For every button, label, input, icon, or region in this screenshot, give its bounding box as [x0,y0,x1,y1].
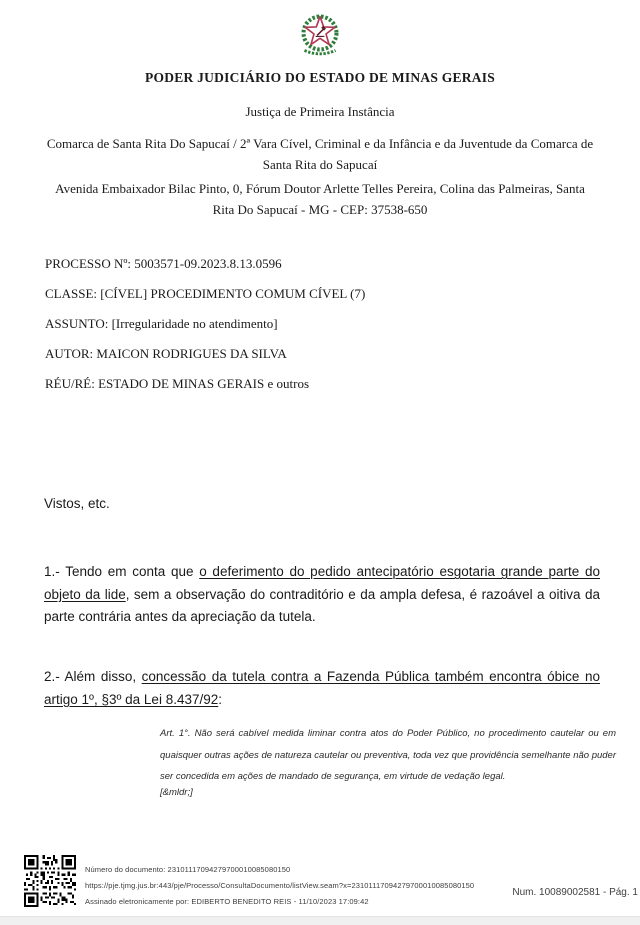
decision-paragraph-2 [44,666,600,711]
address-line-2: Rita Do Sapucaí - MG - CEP: 37538-650 [212,202,428,217]
para2-suffix: : [218,691,223,707]
signature-metadata [85,862,474,910]
minas-gerais-coat-of-arms-icon [289,8,351,60]
legal-quote: Art. 1°. Não será cabível medida liminar contra atos do Poder Público, no procedimento cautelar ou em quaisquer outras ações de natureza cautelar ou preventiva, toda vez que providência semelhante não puder ser concedida em ações de mandado de segurança, em virtude de vedação legal. [160,728,616,782]
case-subject: ASSUNTO: [Irregularidade no atendimento] [45,316,278,331]
comarca-info [0,133,640,175]
para1-prefix: 1.- Tendo em conta que [44,564,200,579]
para1-underlined-passage: o deferimento do pedido antecipatório esgotaria grande parte do objeto da lide [44,564,600,602]
court-address [0,178,640,220]
comarca-line-1: Comarca de Santa Rita Do Sapucaí / 2ª Vara Cível, Criminal e da Infância e da Juventude da Comarca de [46,136,594,151]
page-bottom-separator [0,916,640,925]
quote-ellipsis: [&mldr;] [160,787,193,798]
case-class: CLASSE: [CÍVEL] PROCEDIMENTO COMUM CÍVEL (7) [45,286,366,301]
para1-suffix: , sem a observação do contraditório e da ampla defesa, é razoável a oitiva da parte contrária antes da apreciação da tutela. [44,586,600,624]
case-author: AUTOR: MAICON RODRIGUES DA SILVA [45,346,287,361]
court-subtitle: Justiça de Primeira Instância [245,104,395,119]
document-page-ref: Num. 10089002581 - Pág. 1 [512,887,638,898]
document-number-line: Número do documento: 23101117094279700010085080150 [85,865,291,874]
para2-underlined-passage: concessão da tutela contra a Fazenda Pública também encontra óbice no artigo 1º, §3º da Lei 8.437/92 [44,669,600,707]
case-defendant: RÉU/RÉ: ESTADO DE MINAS GERAIS e outros [45,376,310,391]
comarca-line-2: Santa Rita do Sapucaí [262,157,378,172]
qr-code-icon [24,853,76,909]
court-title: PODER JUDICIÁRIO DO ESTADO DE MINAS GERAIS [144,70,496,85]
verification-url: https://pje.tjmg.jus.br:443/pje/Processo/ConsultaDocumento/listView.seam?x=23101117094279700010085080150 [85,881,475,890]
vistos-line: Vistos, etc. [44,496,110,511]
para2-prefix: 2.- Além disso, [44,669,142,684]
decision-paragraph-1 [44,561,600,629]
case-process-number: PROCESSO Nº: 5003571-09.2023.8.13.0596 [45,256,282,271]
case-info-block [45,249,604,399]
signed-by-line: Assinado eletronicamente por: EDIBERTO BENEDITO REIS - 11/10/2023 17:09:42 [85,897,369,906]
address-line-1: Avenida Embaixador Bilac Pinto, 0, Fórum Doutor Arlette Telles Pereira, Colina das Palmeiras, Santa [55,181,585,196]
